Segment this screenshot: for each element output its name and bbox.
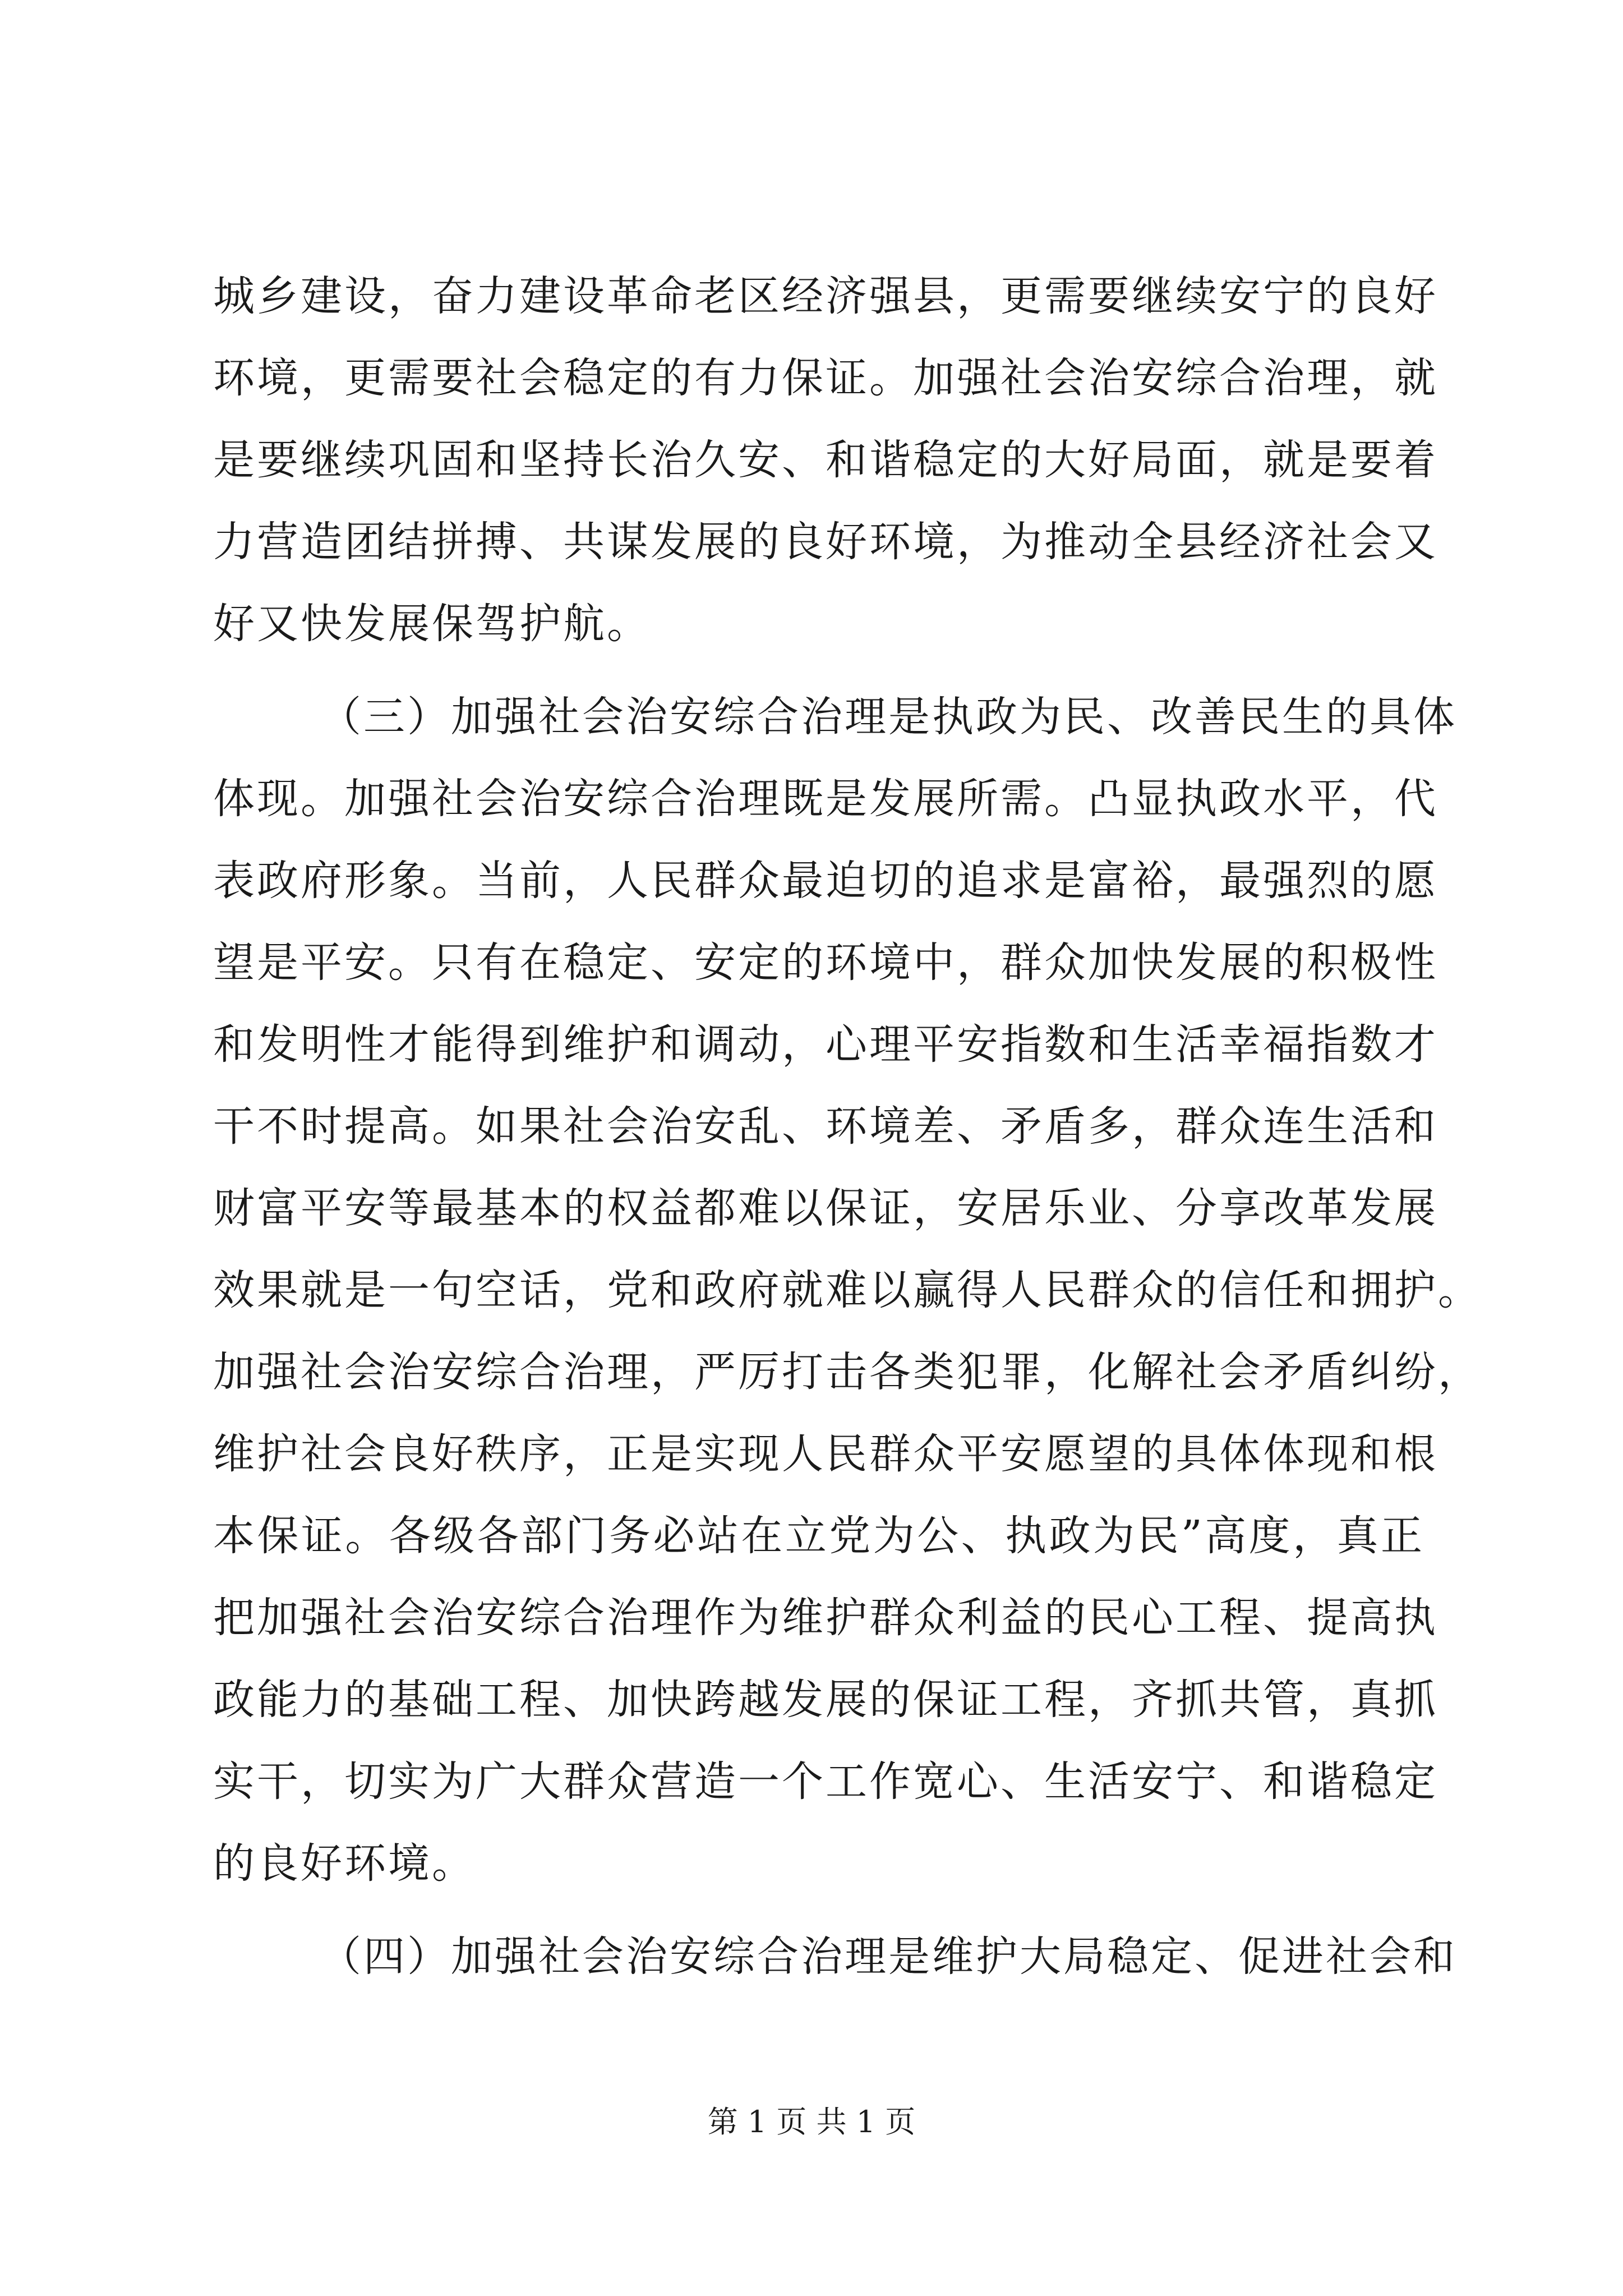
document-body <box>213 255 1482 1998</box>
text-line: 城乡建设，奋力建设革命老区经济强县，更需要继续安宁的良好 <box>213 272 1438 320</box>
text-line: 效果就是一句空话，党和政府就难以赢得人民群众的信任和拥护。 <box>213 1266 1482 1314</box>
text-line: 政能力的基础工程、加快跨越发展的保证工程，齐抓共管，真抓 <box>213 1676 1438 1724</box>
text-line: 实干，切实为广大群众营造一个工作宽心、生活安宁、和谐稳定 <box>213 1757 1438 1806</box>
text-line: 加强社会治安综合治理，严厉打击各类犯罪，化解社会矛盾纠纷， <box>213 1348 1482 1396</box>
text-line: 把加强社会治安综合治理作为维护群众利益的民心工程、提高执 <box>213 1594 1438 1642</box>
text-line: 望是平安。只有在稳定、安定的环境中，群众加快发展的积极性 <box>213 938 1438 987</box>
text-line: （三）加强社会治安综合治理是执政为民、改善民生的具体 <box>320 693 1457 741</box>
text-line: 和发明性才能得到维护和调动，心理平安指数和生活幸福指数才 <box>213 1020 1438 1069</box>
text-line: 财富平安等最基本的权益都难以保证，安居乐业、分享改革发展 <box>213 1184 1438 1232</box>
text-line: 环境，更需要社会稳定的有力保证。加强社会治安综合治理，就 <box>213 354 1438 402</box>
paragraph <box>213 1916 1457 1998</box>
text-line: 维护社会良好秩序，正是实现人民群众平安愿望的具体体现和根 <box>213 1430 1438 1478</box>
paragraph <box>213 255 1438 665</box>
text-line: 体现。加强社会治安综合治理既是发展所需。凸显执政水平，代 <box>213 775 1438 823</box>
text-line: （四）加强社会治安综合治理是维护大局稳定、促进社会和 <box>320 1932 1457 1981</box>
text-line: 力营造团结拼搏、共谋发展的良好环境，为推动全县经济社会又 <box>213 518 1438 566</box>
paragraph-spacer <box>213 1904 1424 1916</box>
text-line: 干不时提高。如果社会治安乱、环境差、矛盾多，群众连生活和 <box>213 1102 1438 1151</box>
paragraph <box>213 676 1482 1904</box>
paragraph-spacer <box>213 665 1424 676</box>
text-line: 表政府形象。当前，人民群众最迫切的追求是富裕，最强烈的愿 <box>213 857 1438 905</box>
text-line: 的良好环境。 <box>213 1839 476 1888</box>
text-line: 是要继续巩固和坚持长治久安、和谐稳定的大好局面，就是要着 <box>213 436 1438 484</box>
page-footer: 第 1 页 共 1 页 <box>707 2104 916 2139</box>
text-line: 好又快发展保驾护航。 <box>213 600 651 648</box>
text-line: 本保证。各级各部门务必站在立党为公、执政为民”高度，真正 <box>213 1512 1424 1560</box>
